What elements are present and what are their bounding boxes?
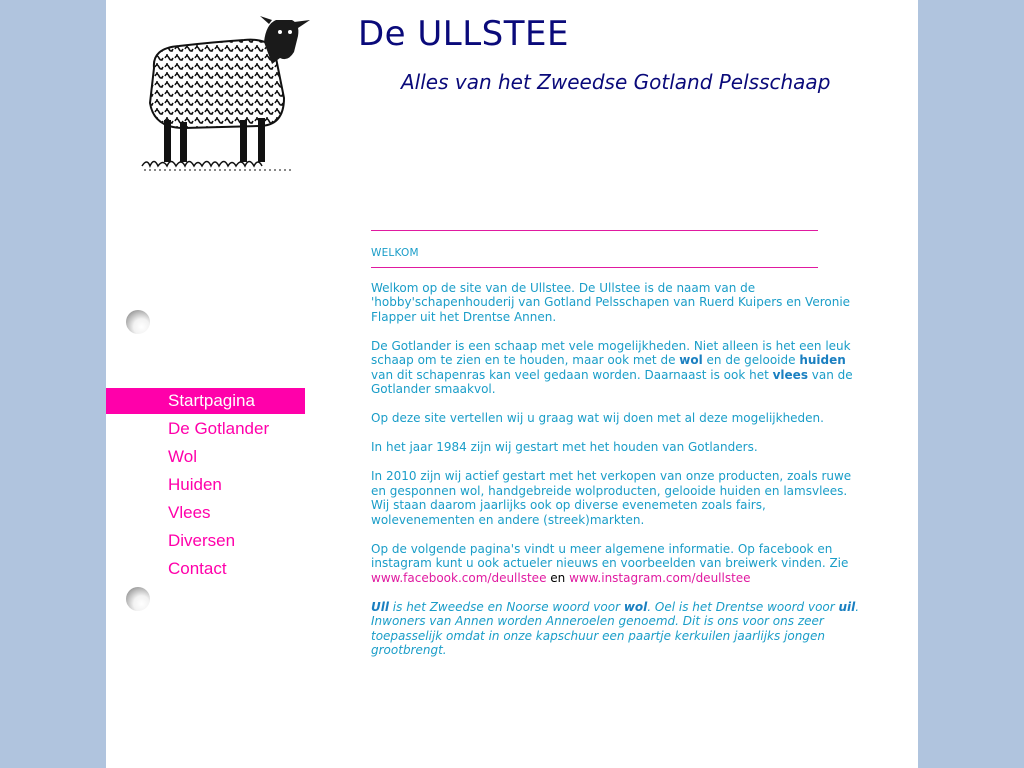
site-subtitle: Alles van het Zweedse Gotland Pelsschaap [401, 70, 831, 94]
sales-paragraph: In 2010 zijn wij actief gestart met het verkopen van onze producten, zoals ruwe en gesponnen wol, handgebreide wolproducten, gelooide huiden en lamsvlees. Wij staan daarom jaarlijks ook op diverse evenemeten zoals fairs, wolevenementen en andere (streek)markten. [371, 469, 852, 527]
nav-item-wol[interactable]: Wol [168, 447, 197, 466]
bold-text: wol [679, 353, 703, 367]
gotlander-paragraph [371, 339, 866, 397]
bold-text: uil [838, 599, 856, 614]
nav-item-startpagina[interactable]: Startpagina [106, 388, 305, 414]
intro-paragraph: Welkom op de site van de Ullstee. De Ullstee is de naam van de 'hobby'schapenhouderij van Gotland Pelsschapen van Ruerd Kuipers en Veronie Flapper uit het Drentse Annen. [371, 280, 851, 324]
main-nav [106, 388, 305, 584]
bold-text: wol [623, 599, 648, 614]
name-origin-paragraph [371, 600, 866, 658]
text-span: van de Gotlander smaakvol. [371, 367, 853, 396]
decorative-sphere-icon [126, 587, 150, 611]
bold-text: Ull [371, 599, 389, 614]
bold-text: huiden [799, 353, 846, 367]
nav-item-de-gotlander[interactable]: De Gotlander [168, 419, 270, 438]
page-container [106, 0, 918, 768]
history-paragraph: In het jaar 1984 zijn wij gestart met het houden van Gotlanders. [371, 440, 758, 454]
site-purpose-paragraph: Op deze site vertellen wij u graag wat wij doen met al deze mogelijkheden. [371, 411, 824, 425]
text-span: en de gelooide [702, 353, 800, 367]
divider [371, 230, 818, 231]
divider [371, 267, 818, 268]
instagram-link[interactable]: www.instagram.com/deullstee [569, 570, 751, 585]
text-span: De Gotlander is een schaap met vele mogelijkheden. Niet alleen is het een leuk schaap om te zien en te houden, maar ook met de [371, 338, 851, 367]
main-content [371, 222, 866, 672]
decorative-sphere-icon [126, 310, 150, 334]
text-span: is het Zweedse en Noorse woord voor [388, 599, 624, 614]
text-span: . Inwoners van Annen worden Anneroelen genoemd. Dit is ons voor ons zeer toepasselijk omdat in onze kapschuur een paartje kerkuilen jaarlijks jongen grootbrengt. [371, 599, 860, 657]
nav-item-diversen[interactable]: Diversen [168, 531, 236, 550]
section-heading: WELKOM [371, 247, 419, 259]
facebook-link[interactable]: www.facebook.com/deullstee [371, 570, 547, 585]
text-span: . Oel is het Drentse woord voor [647, 599, 839, 614]
nav-item-huiden[interactable]: Huiden [168, 475, 222, 494]
text-span: van dit schapenras kan veel gedaan worden. Daarnaast is ook het [371, 367, 773, 382]
bold-text: vlees [772, 367, 808, 382]
nav-item-vlees[interactable]: Vlees [168, 503, 211, 522]
text-span: en [546, 570, 570, 585]
social-paragraph [371, 542, 866, 586]
text-span: Op de volgende pagina's vindt u meer algemene informatie. Op facebook en instagram kunt u ook actueler nieuws en voorbeelden van breiwerk vinden. Zie [371, 541, 849, 570]
sheep-logo [124, 8, 314, 186]
nav-item-contact[interactable]: Contact [168, 559, 227, 578]
site-title: De ULLSTEE [358, 14, 569, 54]
